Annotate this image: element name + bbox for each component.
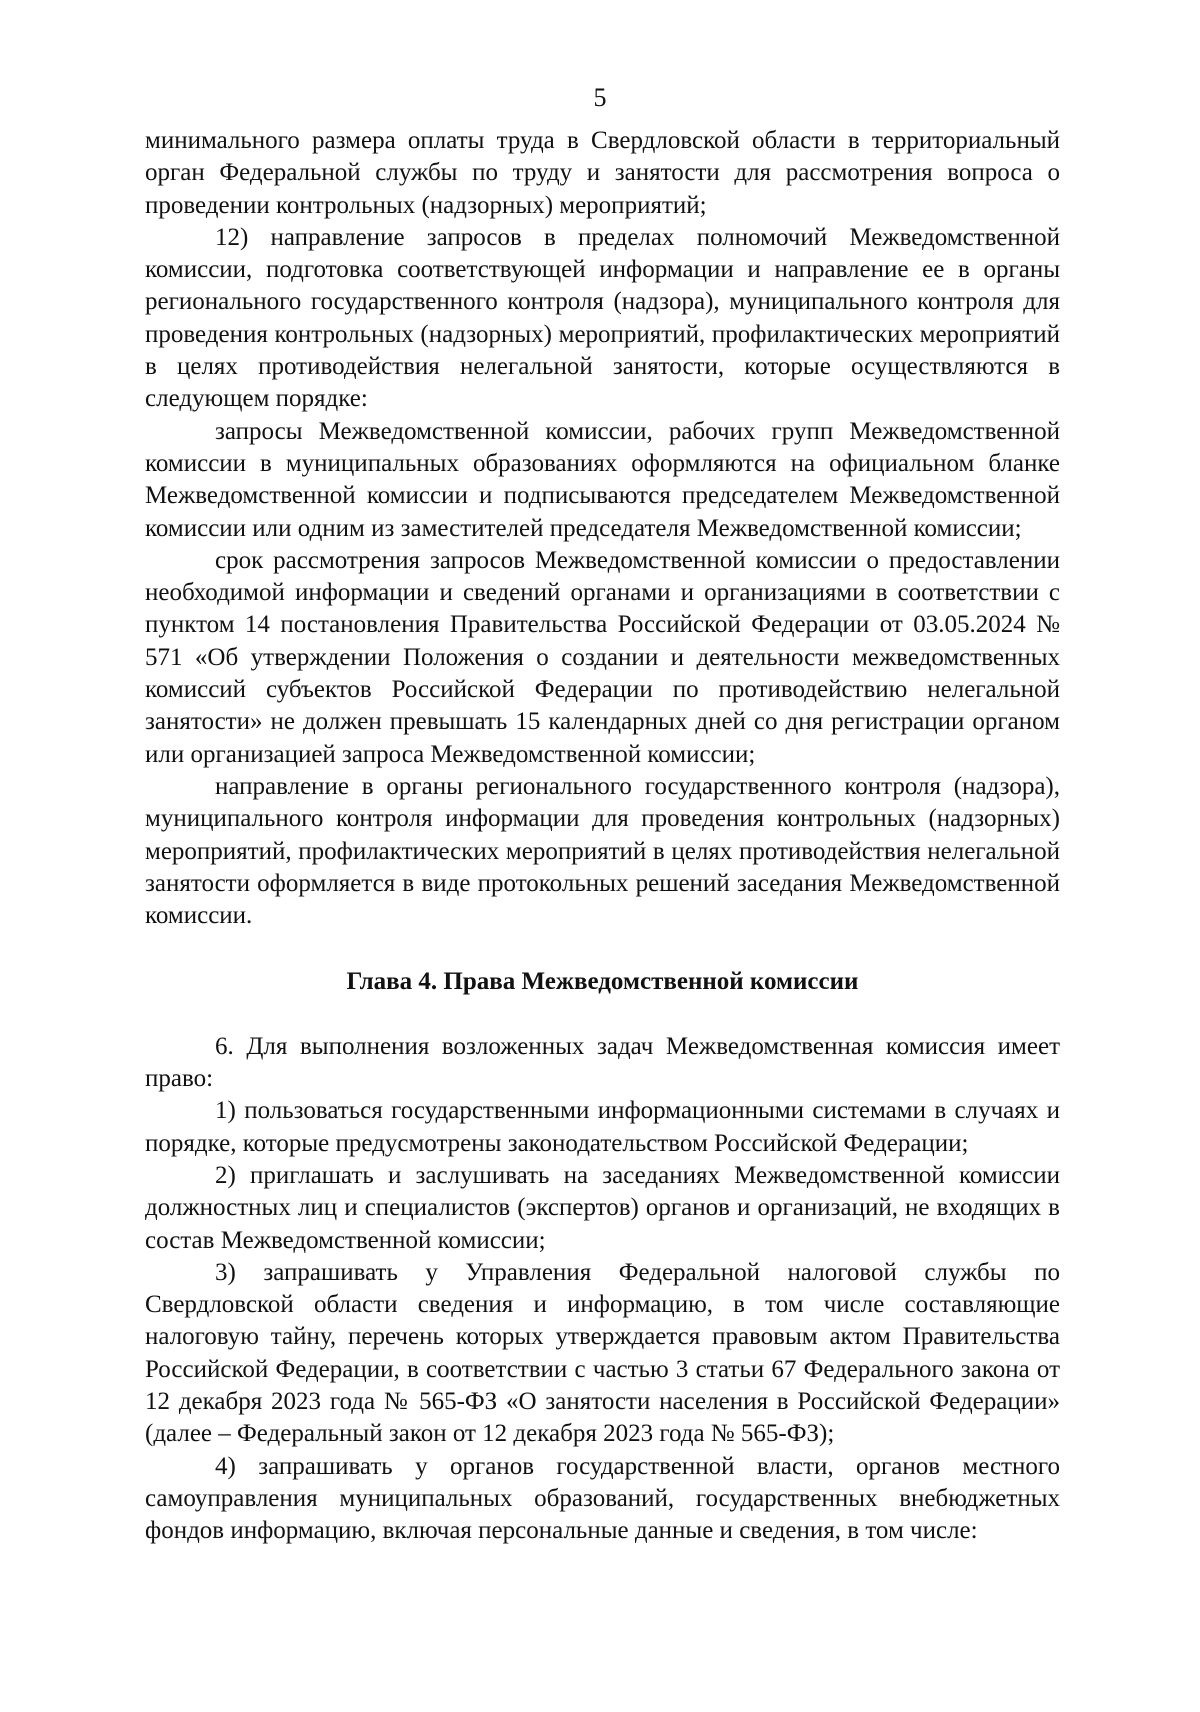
paragraph-item-6: 6. Для выполнения возложенных задач Межведомственная комиссия имеет право: — [145, 1032, 1060, 1093]
paragraph-requests-deadline: срок рассмотрения запросов Межведомственной комиссии о предоставлении необходимой информации и сведений органами и организациями в соответствии с пунктом 14 постановления Правительства Российской Федерации от 03.05.2024 № 571 «Об утверждении Положения о создании и деятельности межведомственных комиссий субъектов Российской Федерации по противодействию нелегальной занятости» не должен превышать 15 календарных дней со дня регистрации органом или организацией запроса Межведомственной комиссии; — [145, 546, 1060, 768]
page-number: 5 — [593, 83, 607, 112]
chapter-title: Глава 4. Права Межведомственной комиссии — [346, 968, 859, 996]
spacer — [145, 932, 1060, 966]
paragraph-right-4: 4) запрашивать у органов государственной власти, органов местного самоуправления муниципальных образований, государственных внебюджетных фондов информацию, включая персональные данные и сведения, в том числе: — [145, 1452, 1060, 1545]
paragraph-right-1: 1) пользоваться государственными информационными системами в случаях и порядке, которые предусмотрены законодательством Российской Федерации; — [145, 1097, 1060, 1157]
paragraph-right-2: 2) приглашать и заслушивать на заседаниях Межведомственной комиссии должностных лиц и специалистов (экспертов) органов и организаций, не входящих в состав Межведомственной комиссии; — [145, 1161, 1060, 1254]
spacer — [145, 999, 1060, 1031]
paragraph-information-direction: направление в органы регионального государственного контроля (надзора), муниципального контроля информации для проведения контрольных (надзорных) мероприятий, профилактических мероприятий в целях противодействия нелегальной занятости оформляется в виде протокольных решений заседания Межведомственной комиссии. — [145, 772, 1060, 930]
paragraph-continuation: минимального размера оплаты труда в Свердловской области в территориальный орган Федеральной службы по труду и занятости для рассмотрения вопроса о проведении контрольных (надзорных) мероприятий; — [145, 127, 1060, 219]
paragraph-requests-format: запросы Межведомственной комиссии, рабочих групп Межведомственной комиссии в муниципальных образованиях оформляются на официальном бланке Межведомственной комиссии и подписываются председателем Межведомственной комиссии или одним из заместителей председателя Межведомственной комиссии; — [145, 417, 1060, 542]
paragraph-item-12: 12) направление запросов в пределах полномочий Межведомственной комиссии, подготовка соответствующей информации и направление ее в органы регионального государственного контроля (надзора), муниципального контроля для проведения контрольных (надзорных) мероприятий, профилактических мероприятий в целях противодействия нелегальной занятости, которые осуществляются в следующем порядке: — [145, 223, 1060, 413]
paragraph-right-3: 3) запрашивать у Управления Федеральной налоговой службы по Свердловской области сведения и информацию, в том числе составляющие налоговую тайну, перечень которых утверждается правовым актом Правительства Российской Федерации, в соответствии с частью 3 статьи 67 Федерального закона от 12 декабря 2023 года № 565-ФЗ «О занятости населения в Российской Федерации» (далее – Федеральный закон от 12 декабря 2023 года № 565-ФЗ); — [145, 1258, 1060, 1448]
document-body — [145, 125, 1060, 1547]
